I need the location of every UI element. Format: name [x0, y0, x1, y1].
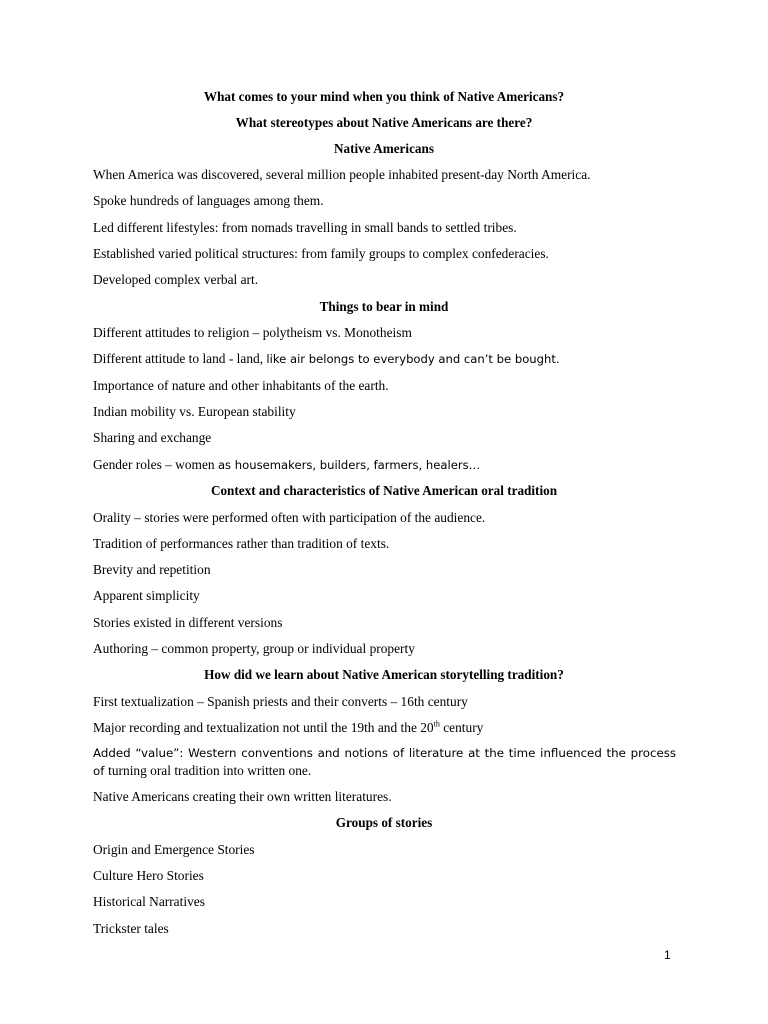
- paragraph-line: Trickster tales: [93, 921, 169, 936]
- paragraph-line: Importance of nature and other inhabitants of the earth.: [93, 378, 389, 393]
- paragraph-line: Tradition of performances rather than tradition of texts.: [93, 536, 390, 551]
- section-title-things-to-bear-in-mind: Things to bear in mind: [319, 299, 449, 314]
- section-title-storytelling-tradition: How did we learn about Native American storytelling tradition?: [204, 667, 564, 682]
- paragraph-line: Native Americans creating their own written literatures.: [93, 789, 392, 804]
- paragraph-line: Established varied political structures: from family groups to complex confederacies.: [93, 246, 549, 261]
- paragraph-line: Origin and Emergence Stories: [93, 842, 255, 857]
- section-title-groups-of-stories: Groups of stories: [335, 815, 433, 830]
- paragraph-line: [93, 720, 676, 736]
- text-run: as housemakers, builders, farmers, healers…: [217, 458, 481, 472]
- text-run: Different attitude to land - land,: [93, 351, 267, 366]
- paragraph-line: Authoring – common property, group or individual property: [93, 641, 415, 656]
- heading-question-1: What comes to your mind when you think of Native Americans?: [203, 89, 565, 104]
- paragraph-line: Orality – stories were performed often with participation of the audience.: [93, 510, 486, 525]
- text-run: like air belongs to everybody and can’t be bought.: [266, 352, 560, 366]
- text-run: turning oral tradition into written one.: [108, 763, 312, 778]
- paragraph-line: Indian mobility vs. European stability: [93, 404, 296, 419]
- paragraph-line: Different attitudes to religion – polytheism vs. Monotheism: [93, 325, 412, 340]
- paragraph-line: [93, 351, 676, 367]
- text-run: century: [439, 720, 484, 735]
- paragraph-line: When America was discovered, several million people inhabited present-day North America.: [93, 167, 591, 182]
- paragraph-line: Developed complex verbal art.: [93, 272, 259, 287]
- page-number: 1: [664, 948, 671, 962]
- paragraph-line: Stories existed in different versions: [93, 615, 283, 630]
- paragraph-line: Spoke hundreds of languages among them.: [93, 193, 324, 208]
- paragraph-justified: [93, 744, 676, 780]
- heading-question-2: What stereotypes about Native Americans are there?: [235, 115, 533, 130]
- section-title-native-americans: Native Americans: [334, 141, 434, 156]
- text-run: Added “value”: Western conventions and notions of literature at the time influenced the process of: [93, 746, 676, 778]
- paragraph-line: First textualization – Spanish priests and their converts – 16th century: [93, 694, 468, 709]
- paragraph-line: Brevity and repetition: [93, 562, 211, 577]
- superscript: th: [433, 719, 440, 729]
- text-run: Major recording and textualization not until the 19th and the 20: [93, 720, 434, 735]
- paragraph-line: Led different lifestyles: from nomads travelling in small bands to settled tribes.: [93, 220, 517, 235]
- paragraph-line: Historical Narratives: [93, 894, 205, 909]
- paragraph-line: Sharing and exchange: [93, 430, 212, 445]
- paragraph-line: Apparent simplicity: [93, 588, 200, 603]
- text-run: Gender roles – women: [93, 457, 218, 472]
- paragraph-line: Culture Hero Stories: [93, 868, 204, 883]
- paragraph-line: [93, 457, 676, 473]
- section-title-oral-tradition: Context and characteristics of Native American oral tradition: [210, 483, 558, 498]
